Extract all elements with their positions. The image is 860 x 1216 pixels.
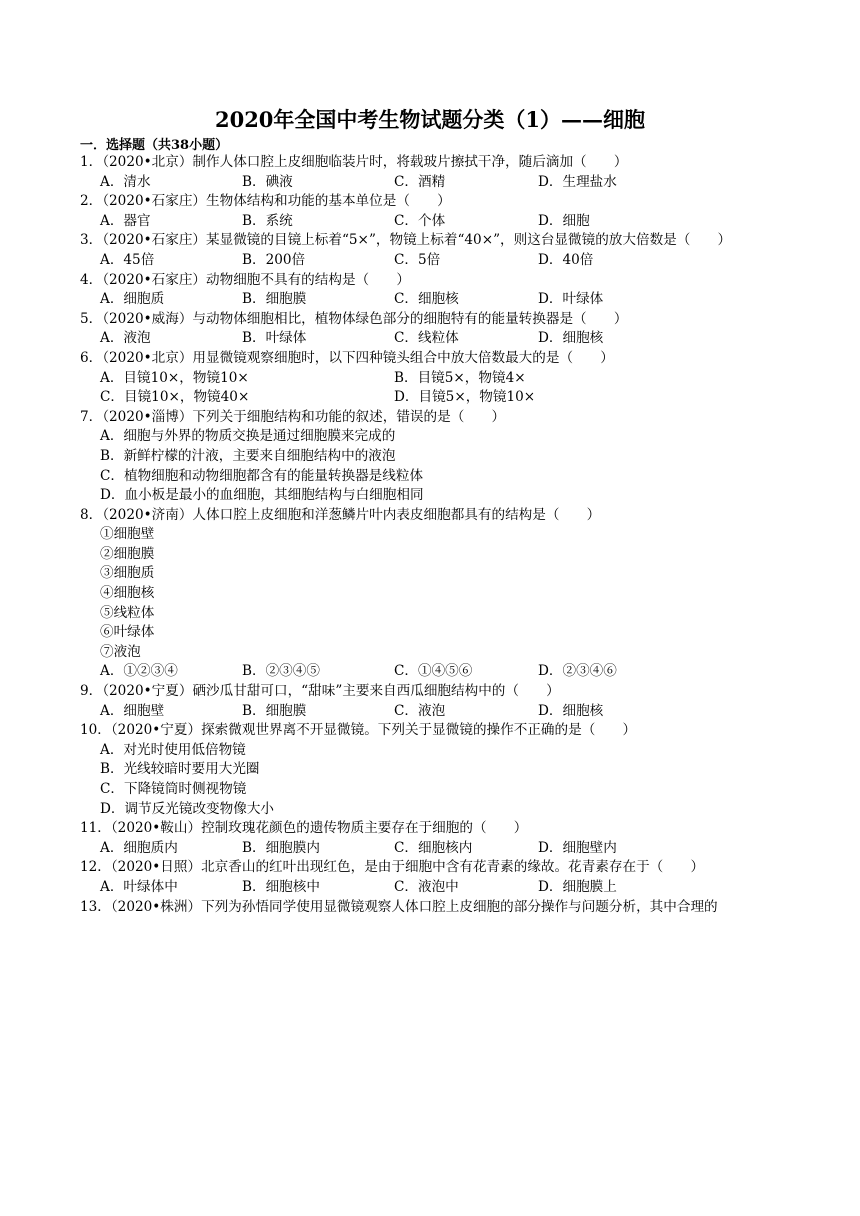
option-d: D．细胞壁内 bbox=[538, 839, 617, 856]
question-stem-text: 10．（2020•宁夏）探索微观世界离不开显微镜。下列关于显微镜的操作不正确的是（ ） bbox=[80, 722, 637, 739]
option-b: B．细胞核中 bbox=[242, 878, 320, 895]
question-stem-text: 12．（2020•日照）北京香山的红叶出现红色，是由于细胞中含有花青素的缘故。花青素存在于（ ） bbox=[80, 859, 705, 876]
option-d: D．细胞膜上 bbox=[538, 878, 617, 895]
option-d: D．细胞核 bbox=[538, 702, 604, 719]
question-item bbox=[80, 643, 790, 663]
question-item-text: ①细胞壁 bbox=[100, 526, 155, 543]
question-item-text: ⑥叶绿体 bbox=[100, 624, 155, 641]
option-d: D．叶绿体 bbox=[538, 291, 604, 308]
question-item bbox=[80, 623, 790, 643]
option-b: B．细胞膜 bbox=[242, 702, 307, 719]
option-a: A．细胞壁 bbox=[100, 702, 165, 719]
option-a: A．清水 bbox=[100, 173, 151, 190]
option-row bbox=[80, 447, 790, 467]
option-a: A．对光时使用低倍物镜 bbox=[100, 741, 246, 758]
option-a: A．细胞质内 bbox=[100, 839, 178, 856]
option-a: A．目镜10×，物镜10× bbox=[100, 369, 249, 386]
option-a: A．叶绿体中 bbox=[100, 878, 178, 895]
question-stem bbox=[80, 349, 790, 369]
option-a: A．细胞质 bbox=[100, 291, 165, 308]
option-d: D．血小板是最小的血细胞，其细胞结构与白细胞相同 bbox=[100, 487, 424, 504]
question-item-text: ②细胞膜 bbox=[100, 545, 155, 562]
option-d: D．细胞 bbox=[538, 212, 590, 229]
option-row bbox=[80, 800, 790, 820]
option-a: A．液泡 bbox=[100, 330, 151, 347]
question-item-text: ⑤线粒体 bbox=[100, 604, 155, 621]
question-item bbox=[80, 545, 790, 565]
option-row bbox=[80, 486, 790, 506]
option-c: C．液泡 bbox=[394, 702, 446, 719]
option-b: B．系统 bbox=[242, 212, 293, 229]
option-c: C．①④⑤⑥ bbox=[394, 663, 473, 680]
option-b: B．细胞膜 bbox=[242, 291, 307, 308]
option-c: C．液泡中 bbox=[394, 878, 459, 895]
option-row bbox=[80, 388, 790, 408]
question-stem-text: 13．（2020•株洲）下列为孙悟同学使用显微镜观察人体口腔上皮细胞的部分操作与问题分析，其中合理的 bbox=[80, 898, 718, 915]
option-b: B．光线较暗时要用大光圈 bbox=[100, 761, 260, 778]
question-stem bbox=[80, 153, 790, 173]
option-row bbox=[80, 839, 790, 859]
question-stem bbox=[80, 819, 790, 839]
option-c: C．下降镜筒时侧视物镜 bbox=[100, 781, 247, 797]
option-row bbox=[80, 780, 790, 800]
question-stem-text: 7．（2020•淄博）下列关于细胞结构和功能的叙述，错误的是（ ） bbox=[80, 408, 506, 425]
question-stem-text: 3．（2020•石家庄）某显微镜的目镜上标着“5×”，物镜上标着“40×”，则这台显微镜的放大倍数是（ ） bbox=[80, 232, 732, 249]
question-stem-text: 5．（2020•威海）与动物体细胞相比，植物体绿色部分的细胞特有的能量转换器是（ ） bbox=[80, 310, 628, 327]
option-row bbox=[80, 251, 790, 271]
question-item bbox=[80, 525, 790, 545]
question-item-text: ③细胞质 bbox=[100, 565, 155, 582]
option-c: C．酒精 bbox=[394, 173, 446, 190]
option-d: D．目镜5×，物镜10× bbox=[394, 389, 536, 406]
option-b: B．叶绿体 bbox=[242, 330, 307, 347]
option-a: A．器官 bbox=[100, 212, 151, 229]
option-row bbox=[80, 878, 790, 898]
question-stem-text: 9．（2020•宁夏）硒沙瓜甘甜可口，“甜味”主要来自西瓜细胞结构中的（ ） bbox=[80, 683, 560, 700]
option-d: D．细胞核 bbox=[538, 330, 604, 347]
question-stem-text: 1．（2020•北京）制作人体口腔上皮细胞临装片时，将载玻片擦拭干净，随后滴加（ ） bbox=[80, 154, 628, 170]
option-d: D．调节反光镜改变物像大小 bbox=[100, 800, 275, 817]
option-d: D．生理盐水 bbox=[538, 173, 617, 190]
option-b: B．新鲜柠檬的汁液，主要来自细胞结构中的液泡 bbox=[100, 447, 396, 464]
option-b: B．细胞膜内 bbox=[242, 839, 320, 856]
question-stem bbox=[80, 271, 790, 291]
section-heading: 一．选择题（共38小题） bbox=[80, 138, 229, 153]
option-row bbox=[80, 741, 790, 761]
option-a: A．45倍 bbox=[100, 251, 155, 268]
option-c: C．细胞核 bbox=[394, 291, 459, 308]
question-stem bbox=[80, 858, 790, 878]
option-row bbox=[80, 173, 790, 193]
question-stem bbox=[80, 682, 790, 702]
question-item-text: ⑦液泡 bbox=[100, 643, 141, 660]
question-stem-text: 6．（2020•北京）用显微镜观察细胞时，以下四种镜头组合中放大倍数最大的是（ ） bbox=[80, 349, 614, 366]
option-row bbox=[80, 760, 790, 780]
option-d: D．②③④⑥ bbox=[538, 663, 617, 680]
option-row bbox=[80, 329, 790, 349]
question-item bbox=[80, 604, 790, 624]
option-c: C．个体 bbox=[394, 212, 446, 229]
option-row bbox=[80, 369, 790, 389]
question-stem-text: 11．（2020•鞍山）控制玫瑰花颜色的遗传物质主要存在于细胞的（ ） bbox=[80, 820, 528, 837]
option-d: D．40倍 bbox=[538, 251, 594, 268]
question-stem-text: 4．（2020•石家庄）动物细胞不具有的结构是（ ） bbox=[80, 271, 410, 288]
question-stem-text: 2．（2020•石家庄）生物体结构和功能的基本单位是（ ） bbox=[80, 193, 451, 210]
option-row bbox=[80, 290, 790, 310]
question-list bbox=[80, 153, 790, 917]
option-b: B．碘液 bbox=[242, 173, 293, 190]
option-row bbox=[80, 212, 790, 232]
question-stem-text: 8．（2020•济南）人体口腔上皮细胞和洋葱鳞片叶内表皮细胞都具有的结构是（ ） bbox=[80, 506, 601, 523]
question-stem bbox=[80, 408, 790, 428]
option-c: C．细胞核内 bbox=[394, 839, 473, 856]
question-item bbox=[80, 564, 790, 584]
question-stem bbox=[80, 506, 790, 526]
option-a: A．细胞与外界的物质交换是通过细胞膜来完成的 bbox=[100, 428, 396, 445]
option-b: B．目镜5×，物镜4× bbox=[394, 369, 526, 386]
question-item-text: ④细胞核 bbox=[100, 585, 155, 602]
question-stem bbox=[80, 192, 790, 212]
option-b: B．②③④⑤ bbox=[242, 663, 320, 680]
question-stem bbox=[80, 231, 790, 251]
option-c: C．植物细胞和动物细胞都含有的能量转换器是线粒体 bbox=[100, 467, 424, 484]
option-row bbox=[80, 662, 790, 682]
option-row bbox=[80, 467, 790, 487]
option-row bbox=[80, 427, 790, 447]
option-c: C．5倍 bbox=[394, 251, 441, 268]
question-stem bbox=[80, 310, 790, 330]
option-c: C．线粒体 bbox=[394, 330, 459, 347]
question-stem bbox=[80, 898, 790, 918]
document-title: 2020年全国中考生物试题分类（1）——细胞 bbox=[214, 107, 646, 132]
option-b: B．200倍 bbox=[242, 251, 306, 268]
option-a: A．①②③④ bbox=[100, 663, 178, 680]
question-stem bbox=[80, 721, 790, 741]
question-item bbox=[80, 584, 790, 604]
option-c: C．目镜10×，物镜40× bbox=[100, 389, 250, 406]
option-row bbox=[80, 702, 790, 722]
